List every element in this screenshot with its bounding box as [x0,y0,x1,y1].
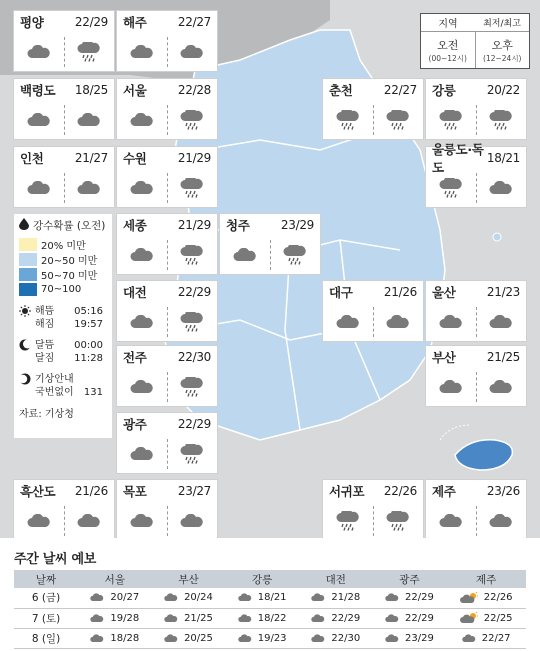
pm-weather [476,502,526,538]
moonset-label: 달짐 [35,353,55,364]
am-weather [117,101,167,139]
sun-icon [19,305,31,320]
weekly-temp: 22/30 [331,632,361,644]
cloud-icon [311,634,325,643]
city-card-haeju [117,11,217,71]
city-temp: 22/28 [177,83,211,97]
am-weather [14,33,64,71]
cloud-icon [238,593,252,602]
city-card-ulsan [426,281,526,341]
rain-cloud-icon [336,511,360,531]
city-temp: 22/29 [177,417,211,431]
weekly-cell [373,608,447,628]
am-weather [323,303,373,341]
city-name: 흑산도 [20,484,56,499]
legend-minmax-label: 최저/최고 [483,19,521,29]
rain-cloud-icon [180,178,204,198]
am-weather [220,236,270,274]
precip-level-label: 70~100 [41,284,82,295]
cloud-icon [164,634,178,643]
weekly-header-cell: 강릉 [225,570,299,588]
rain-cloud-icon [283,245,307,265]
city-card-jeonju [117,346,217,406]
precip-level [19,282,107,297]
weekly-header-cell: 부산 [152,570,226,588]
city-card-pyongyang [14,11,114,71]
weekly-cell [299,588,373,608]
sunrise-time: 05:16 [74,306,103,317]
city-temp: 23/27 [177,484,211,498]
weekly-temp: 22/26 [483,592,513,604]
legend-pm-label: 오후 [491,38,513,52]
cloud-icon [233,248,257,262]
city-card-mokpo [117,480,217,538]
pm-weather [373,303,423,341]
city-card-heuksando [14,480,114,538]
weekly-table [14,570,526,649]
weekly-cell [299,608,373,628]
cloud-icon [130,181,154,195]
legend-am-label: 오전 [437,38,459,52]
rain-cloud-icon [489,110,513,130]
am-weather [117,33,167,71]
city-temp: 21/26 [74,484,108,498]
partly-cloudy-icon [460,592,478,604]
cloud-icon [386,315,410,329]
city-temp: 20/22 [486,83,520,97]
weekly-temp: 20/24 [184,592,213,604]
city-name: 목포 [123,484,147,499]
am-weather [117,368,167,406]
cloud-icon [311,593,325,602]
cloud-icon [385,593,399,602]
pm-weather [476,101,526,139]
cloud-icon [130,45,154,59]
cloud-icon [180,514,204,528]
am-weather [117,502,167,538]
cloud-icon [439,514,463,528]
precip-legend [14,214,112,438]
cloud-icon [27,113,51,127]
moon-icon [19,339,31,354]
pm-weather [64,33,114,71]
cloud-icon [489,181,513,195]
rain-cloud-icon [439,110,463,130]
cloud-icon [311,614,325,623]
rain-cloud-icon [386,511,410,531]
cloud-icon [238,614,252,623]
city-temp: 21/29 [177,151,211,165]
weekly-cell [225,628,299,648]
weekly-date: 8 (일) [14,628,78,648]
city-name: 서울 [123,83,147,98]
city-temp: 21/26 [383,285,417,299]
city-temp: 22/30 [177,350,211,364]
weekly-cell [373,628,447,648]
weekly-forecast [0,538,540,651]
precip-swatch [19,268,37,281]
pm-weather [373,502,423,538]
weekly-temp: 18/22 [257,612,287,624]
city-name: 수원 [123,151,147,166]
weather-hotline [19,373,107,399]
pm-weather [167,169,217,207]
city-temp: 22/27 [383,83,417,97]
pm-weather [64,502,114,538]
city-temp: 21/23 [486,285,520,299]
pm-weather [167,435,217,473]
precip-level-label: 20% 미만 [41,241,86,252]
cloud-icon [130,447,154,461]
am-weather [117,169,167,207]
weekly-cell [446,608,526,628]
city-card-busan [426,346,526,406]
cloud-icon [130,380,154,394]
am-weather [426,303,476,341]
precip-level-label: 20~50 미만 [41,256,98,267]
weekly-cell [225,588,299,608]
raindrop-icon [19,218,29,233]
city-temp: 22/27 [177,15,211,29]
city-card-jeju [426,480,526,538]
cloud-icon [439,315,463,329]
city-name: 광주 [123,417,147,432]
precip-level-label: 50~70 미만 [41,271,98,282]
city-temp: 22/26 [383,484,417,498]
weekly-cell [225,608,299,628]
precip-swatch [19,238,37,251]
precip-swatch [19,253,37,266]
city-temp: 18/21 [486,151,520,165]
city-name: 세종 [123,218,147,233]
weekly-header-cell: 제주 [446,570,526,588]
rain-cloud-icon [180,377,204,397]
cloud-icon [130,315,154,329]
city-name: 전주 [123,350,147,365]
sunrise-label: 해뜸 [35,306,55,317]
city-name: 백령도 [20,83,56,98]
weekly-temp: 22/29 [405,592,434,604]
am-weather [426,169,476,207]
city-card-sejong [117,214,217,274]
city-temp: 21/25 [486,350,520,364]
weekly-cell [446,628,526,648]
hotline-label-1: 기상안내 [35,374,74,385]
weekly-header-cell: 광주 [373,570,447,588]
cloud-icon [90,614,104,623]
partly-cloudy-icon [460,612,478,624]
sunset-time: 19:57 [74,319,103,330]
city-name: 제주 [432,484,456,499]
cloud-icon [130,248,154,262]
rain-cloud-icon [77,42,101,62]
cloud-icon [489,380,513,394]
cloud-icon [385,634,399,643]
weekly-temp: 18/28 [110,632,140,644]
am-weather [117,435,167,473]
weekly-temp: 22/29 [331,612,361,624]
cloud-icon [90,593,104,602]
weekly-temp: 22/27 [481,632,511,644]
weekly-temp: 19/28 [110,612,140,624]
weekly-header-cell: 날짜 [14,570,78,588]
city-name: 인천 [20,151,44,166]
moonrise-label: 달뜸 [35,340,55,351]
cloud-icon [462,634,476,643]
weekly-temp: 21/28 [331,592,361,604]
precip-swatches [19,237,107,297]
weekly-title: 주간 날씨 예보 [14,552,96,567]
weekly-cell [446,588,526,608]
cloud-icon [164,593,178,602]
city-name: 울릉도·독도 [432,142,484,175]
cloud-icon [77,113,101,127]
cloud-icon [27,181,51,195]
city-temp: 21/29 [177,218,211,232]
weekly-temp: 23/29 [405,632,434,644]
city-temp: 23/26 [486,484,520,498]
weekly-temp: 20/27 [110,592,140,604]
precip-level [19,267,107,282]
pm-weather [270,236,320,274]
city-name: 청주 [226,218,250,233]
precip-legend-title: 강수확률 (오전) [33,220,106,232]
city-temp: 21/27 [74,151,108,165]
weekly-temp: 19/23 [257,632,287,644]
moonset-time: 11:28 [74,353,103,364]
am-weather [323,101,373,139]
rain-cloud-icon [336,110,360,130]
hotline-label-2: 국번없이 [35,387,74,398]
sunset-label: 해짐 [35,319,55,330]
weekly-cell [373,588,447,608]
city-card-ulleungdo [426,142,526,207]
city-card-seoul [117,79,217,139]
city-card-gwangju [117,413,217,473]
cloud-icon [180,45,204,59]
pm-weather [64,101,114,139]
am-weather [14,101,64,139]
info-moon-icon [19,373,31,388]
am-weather [117,236,167,274]
weekly-row [14,628,526,648]
rain-cloud-icon [180,312,204,332]
am-weather [426,502,476,538]
weekly-date: 7 (토) [14,608,78,628]
cloud-icon [77,514,101,528]
cloud-icon [27,514,51,528]
am-weather [14,502,64,538]
weekly-cell [152,588,226,608]
city-name: 평양 [20,15,44,30]
city-name: 대전 [123,285,147,300]
weekly-row [14,588,526,608]
weekly-cell [78,628,152,648]
cloud-icon [130,514,154,528]
cloud-icon [77,181,101,195]
rain-cloud-icon [386,110,410,130]
rain-cloud-icon [180,245,204,265]
weekly-temp: 21/25 [184,612,213,624]
city-temp: 22/29 [177,285,211,299]
weekly-cell [78,608,152,628]
rain-cloud-icon [439,178,463,198]
city-name: 춘천 [329,83,353,98]
city-card-daejeon [117,281,217,341]
pm-weather [476,303,526,341]
city-name: 울산 [432,285,456,300]
pm-weather [476,169,526,207]
weekly-cell [299,628,373,648]
city-temp: 23/29 [280,218,314,232]
city-card-seogwipo [323,480,423,538]
cloud-icon [385,614,399,623]
precip-level [19,252,107,267]
data-source: 자료: 기상청 [19,409,74,420]
rain-cloud-icon [180,444,204,464]
time-legend [420,13,530,69]
weekly-cell [152,628,226,648]
city-card-baengnyeongdo [14,79,114,139]
am-weather [323,502,373,538]
city-name: 대구 [329,285,353,300]
sun-times [19,305,107,331]
cloud-icon [489,315,513,329]
weekly-row [14,608,526,628]
pm-weather [167,502,217,538]
weekly-temp: 22/29 [405,612,434,624]
city-card-cheongju [220,214,320,274]
city-temp: 22/29 [74,15,108,29]
weekly-cell [78,588,152,608]
precip-swatch [19,283,37,296]
pm-weather [167,368,217,406]
pm-weather [167,33,217,71]
cloud-icon [439,380,463,394]
cloud-icon [238,634,252,643]
cloud-icon [130,113,154,127]
am-weather [426,368,476,406]
weekly-date: 6 (금) [14,588,78,608]
weekly-temp: 20/25 [184,632,213,644]
hotline-number: 131 [83,387,103,398]
city-name: 서귀포 [329,484,365,499]
legend-region-label: 지역 [438,19,458,30]
city-name: 강릉 [432,83,456,98]
city-name: 해주 [123,15,147,30]
rain-cloud-icon [180,110,204,130]
moonrise-time: 00:00 [74,340,103,351]
weekly-header-cell: 서울 [78,570,152,588]
cloud-icon [27,45,51,59]
am-weather [117,303,167,341]
pm-weather [476,368,526,406]
cloud-icon [489,514,513,528]
weekly-cell [152,608,226,628]
cloud-icon [90,634,104,643]
legend-pm-range: (12~24시) [483,53,522,63]
city-card-gangneung [426,79,526,139]
weekly-temp: 18/21 [257,592,287,604]
city-card-daegu [323,281,423,341]
moon-times [19,339,107,365]
am-weather [14,169,64,207]
city-card-incheon [14,147,114,207]
city-name: 부산 [432,350,456,365]
legend-am-range: (00~12시) [428,53,467,63]
pm-weather [167,101,217,139]
precip-level [19,237,107,252]
city-card-suwon [117,147,217,207]
pm-weather [64,169,114,207]
pm-weather [167,236,217,274]
weekly-temp: 22/25 [483,612,513,624]
city-temp: 18/25 [74,83,108,97]
pm-weather [373,101,423,139]
city-card-chuncheon [323,79,423,139]
cloud-icon [336,315,360,329]
cloud-icon [164,614,178,623]
am-weather [426,101,476,139]
pm-weather [167,303,217,341]
weekly-header-cell: 대전 [299,570,373,588]
